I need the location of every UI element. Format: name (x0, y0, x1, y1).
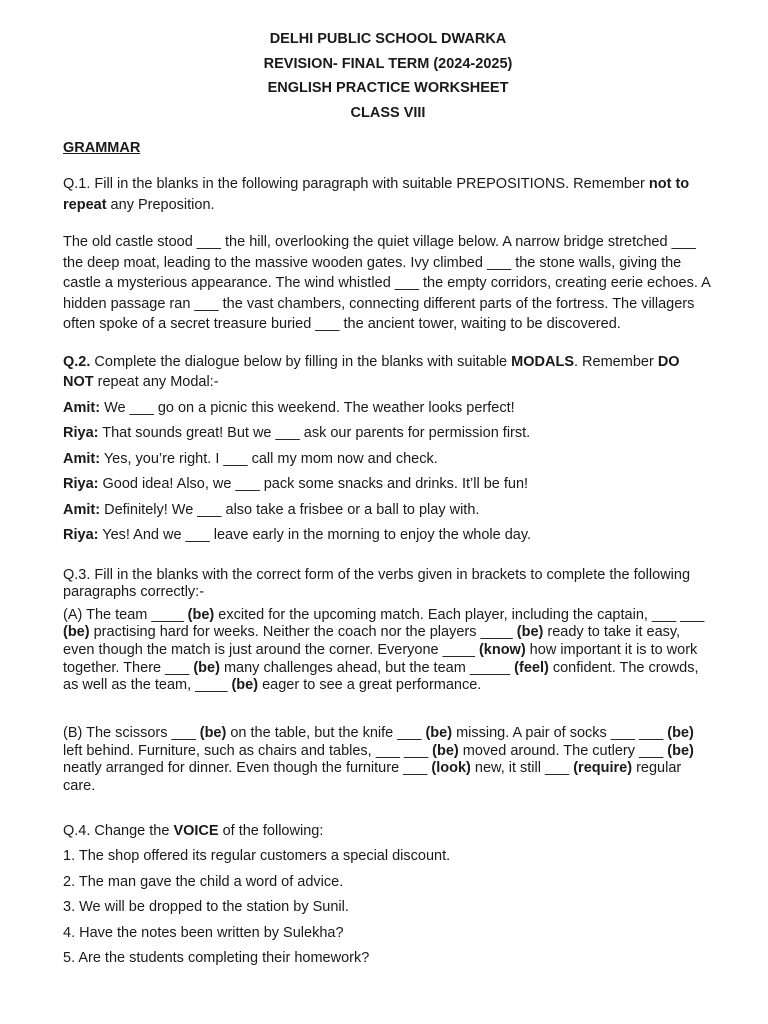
dialogue-line: Amit: We ___ go on a picnic this weekend. The weather looks perfect! (63, 399, 515, 416)
dialogue-line: Amit: Yes, you’re right. I ___ call my mom now and check. (63, 450, 438, 467)
list-item: 2. The man gave the child a word of advice. (63, 873, 344, 890)
dialogue-line: Amit: Definitely! We ___ also take a frisbee or a ball to play with. (63, 501, 480, 518)
dialogue-line: Riya: Yes! And we ___ leave early in the morning to enjoy the whole day. (63, 527, 532, 543)
list-item: 1. The shop offered its regular customers a special discount. (63, 848, 451, 865)
worksheet-title: ENGLISH PRACTICE WORKSHEET (267, 80, 509, 96)
dialogue-line: Riya: Good idea! Also, we ___ pack some snacks and drinks. It’ll be fun! (63, 476, 529, 492)
question-1: Q.1. Fill in the blanks in the following paragraph with suitable PREPOSITIONS. Remember not to repeat any Preposition. (63, 176, 690, 213)
question-1-paragraph: The old castle stood ___ the hill, overlooking the quiet village below. A narrow bridge stretched ___ the deep moat, leading to the massive wooden gates. Ivy climbed ___ the stone walls, giving the castle a mysterious appearance. The wind whistled ___ the empty corridors, creating eerie echoes. A hidden passage ran ___ the vast chambers, connecting different parts of the fortress. The villagers often spoke of a secret treasure buried ___ the ancient tower, waiting to be discovered. (63, 234, 710, 332)
question-3-paragraph-a: (A) The team ____ (be) excited for the upcoming match. Each player, including the captain, ___ ___ (be) practising hard for weeks. Neither the coach nor the players ____ (be) ready to take it easy, even though the match is just around the corner. Everyone ____ (know) how important it is to work together. There ___ (be) many challenges ahead, but the team _____ (feel) confident. The crowds, as well as the team, ____ (be) eager to see a great performance. (63, 606, 705, 694)
list-item: 4. Have the notes been written by Sulekha? (63, 924, 344, 941)
question-2: Q.2. Complete the dialogue below by filling in the blanks with suitable MODALS. Remember DO NOT repeat any Modal:- (63, 353, 680, 390)
school-name: DELHI PUBLIC SCHOOL DWARKA (269, 31, 507, 47)
term-title: REVISION- FINAL TERM (2024-2025) (263, 55, 513, 72)
question-4: Q.4. Change the VOICE of the following: (63, 822, 324, 839)
list-item: 5. Are the students completing their homework? (63, 950, 370, 967)
dialogue-line: Riya: That sounds great! But we ___ ask our parents for permission first. (63, 425, 531, 441)
worksheet-page (63, 27, 713, 969)
question-3-paragraph-b: (B) The scissors ___ (be) on the table, but the knife ___ (be) missing. A pair of socks ___ ___ (be) left behind. Furniture, such as chairs and tables, ___ ___ (be) moved around. The cutlery ___ (be) neatly arranged for dinner. Even though the furniture ___ (look) new, it still ___ (require) regular care. (63, 725, 694, 795)
list-item: 3. We will be dropped to the station by Sunil. (63, 899, 349, 916)
section-title: GRAMMAR (63, 140, 141, 156)
question-3: Q.3. Fill in the blanks with the correct form of the verbs given in brackets to complete the following paragraphs correctly:- (63, 566, 691, 600)
class-title: CLASS VIII (350, 104, 426, 121)
